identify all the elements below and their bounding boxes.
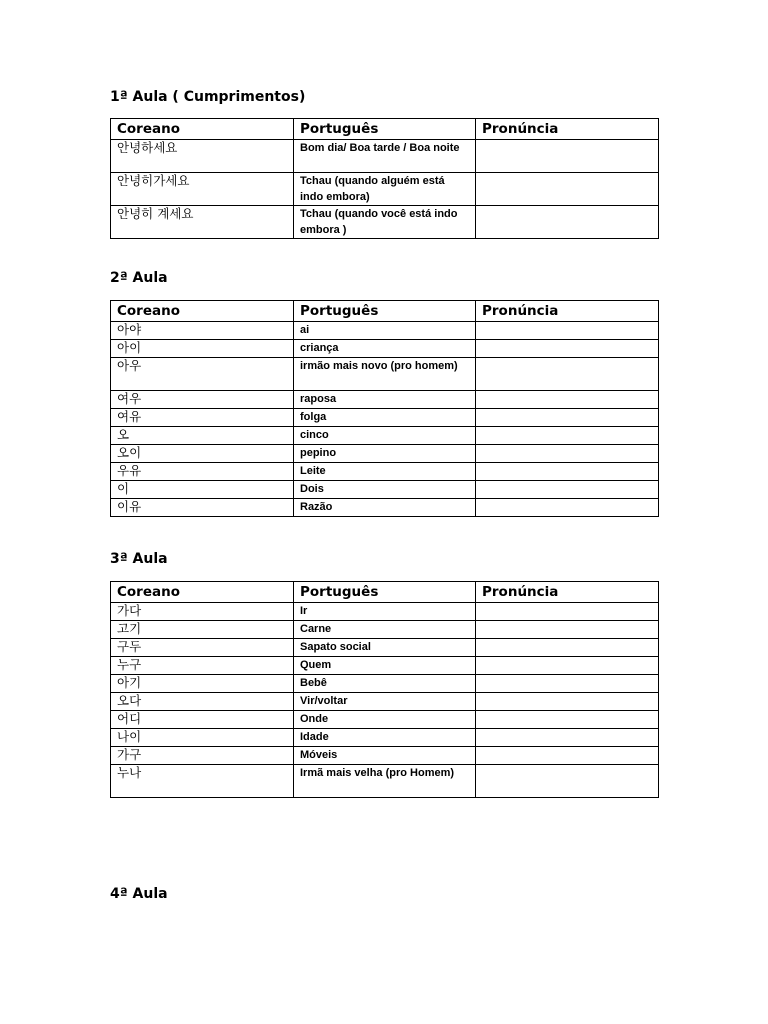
table-row (111, 603, 659, 621)
korean-cell: 오 (111, 427, 294, 445)
portuguese-cell: Leite (294, 463, 476, 481)
lesson-4-title: 4ª Aula (110, 886, 168, 902)
table-row (111, 206, 659, 239)
table-row (111, 711, 659, 729)
table-row (111, 391, 659, 409)
portuguese-cell: Quem (294, 657, 476, 675)
korean-cell: 안녕히 계세요 (111, 206, 294, 239)
pronunciation-cell (476, 621, 659, 639)
portuguese-cell: criança (294, 340, 476, 358)
portuguese-cell: Tchau (quando você está indo embora ) (294, 206, 476, 239)
portuguese-cell: Razão (294, 499, 476, 517)
pronunciation-cell (476, 391, 659, 409)
pronunciation-cell (476, 445, 659, 463)
table-row (111, 358, 659, 391)
column-header-portugues: Português (294, 582, 476, 603)
table-row (111, 322, 659, 340)
table-row (111, 481, 659, 499)
column-header-pronuncia: Pronúncia (476, 582, 659, 603)
portuguese-cell: Idade (294, 729, 476, 747)
table-row (111, 639, 659, 657)
korean-cell: 아기 (111, 675, 294, 693)
lesson-2-table (110, 300, 659, 517)
portuguese-cell: raposa (294, 391, 476, 409)
column-header-portugues: Português (294, 119, 476, 140)
table-row (111, 657, 659, 675)
korean-cell: 이 (111, 481, 294, 499)
column-header-coreano: Coreano (111, 582, 294, 603)
pronunciation-cell (476, 711, 659, 729)
portuguese-cell: Sapato social (294, 639, 476, 657)
table-row (111, 499, 659, 517)
portuguese-cell: Tchau (quando alguém está indo embora) (294, 173, 476, 206)
table-header-row (111, 301, 659, 322)
table-row (111, 140, 659, 173)
table-row (111, 621, 659, 639)
korean-cell: 안녕하세요 (111, 140, 294, 173)
portuguese-cell: ai (294, 322, 476, 340)
pronunciation-cell (476, 206, 659, 239)
pronunciation-cell (476, 765, 659, 798)
korean-cell: 안녕히가세요 (111, 173, 294, 206)
korean-cell: 나이 (111, 729, 294, 747)
portuguese-cell: irmão mais novo (pro homem) (294, 358, 476, 391)
pronunciation-cell (476, 675, 659, 693)
pronunciation-cell (476, 322, 659, 340)
table-row (111, 340, 659, 358)
korean-cell: 누나 (111, 765, 294, 798)
pronunciation-cell (476, 463, 659, 481)
portuguese-cell: Carne (294, 621, 476, 639)
portuguese-cell: folga (294, 409, 476, 427)
korean-cell: 여우 (111, 391, 294, 409)
pronunciation-cell (476, 427, 659, 445)
pronunciation-cell (476, 603, 659, 621)
lesson-1-table (110, 118, 659, 239)
korean-cell: 여유 (111, 409, 294, 427)
table-row (111, 409, 659, 427)
pronunciation-cell (476, 409, 659, 427)
table-row (111, 463, 659, 481)
table-row (111, 173, 659, 206)
pronunciation-cell (476, 340, 659, 358)
korean-cell: 가다 (111, 603, 294, 621)
korean-cell: 누구 (111, 657, 294, 675)
table-row (111, 765, 659, 798)
korean-cell: 오이 (111, 445, 294, 463)
pronunciation-cell (476, 729, 659, 747)
korean-cell: 어디 (111, 711, 294, 729)
portuguese-cell: Móveis (294, 747, 476, 765)
korean-cell: 오다 (111, 693, 294, 711)
korean-cell: 아우 (111, 358, 294, 391)
pronunciation-cell (476, 481, 659, 499)
pronunciation-cell (476, 747, 659, 765)
korean-cell: 아이 (111, 340, 294, 358)
lesson-3-table (110, 581, 659, 798)
portuguese-cell: Bebê (294, 675, 476, 693)
column-header-coreano: Coreano (111, 119, 294, 140)
portuguese-cell: Irmã mais velha (pro Homem) (294, 765, 476, 798)
korean-cell: 가구 (111, 747, 294, 765)
table-row (111, 729, 659, 747)
portuguese-cell: Bom dia/ Boa tarde / Boa noite (294, 140, 476, 173)
column-header-pronuncia: Pronúncia (476, 119, 659, 140)
portuguese-cell: Vir/voltar (294, 693, 476, 711)
korean-cell: 고기 (111, 621, 294, 639)
column-header-portugues: Português (294, 301, 476, 322)
pronunciation-cell (476, 173, 659, 206)
table-header-row (111, 119, 659, 140)
column-header-coreano: Coreano (111, 301, 294, 322)
portuguese-cell: Ir (294, 603, 476, 621)
korean-cell: 이유 (111, 499, 294, 517)
table-row (111, 445, 659, 463)
portuguese-cell: Onde (294, 711, 476, 729)
portuguese-cell: cinco (294, 427, 476, 445)
pronunciation-cell (476, 358, 659, 391)
column-header-pronuncia: Pronúncia (476, 301, 659, 322)
korean-cell: 구두 (111, 639, 294, 657)
table-row (111, 675, 659, 693)
pronunciation-cell (476, 693, 659, 711)
korean-cell: 아야 (111, 322, 294, 340)
lesson-2-title: 2ª Aula (110, 270, 168, 286)
portuguese-cell: Dois (294, 481, 476, 499)
pronunciation-cell (476, 639, 659, 657)
korean-cell: 우유 (111, 463, 294, 481)
portuguese-cell: pepino (294, 445, 476, 463)
pronunciation-cell (476, 140, 659, 173)
table-row (111, 747, 659, 765)
pronunciation-cell (476, 657, 659, 675)
table-row (111, 693, 659, 711)
lesson-1-title: 1ª Aula ( Cumprimentos) (110, 89, 306, 105)
pronunciation-cell (476, 499, 659, 517)
lesson-3-title: 3ª Aula (110, 551, 168, 567)
table-row (111, 427, 659, 445)
table-header-row (111, 582, 659, 603)
